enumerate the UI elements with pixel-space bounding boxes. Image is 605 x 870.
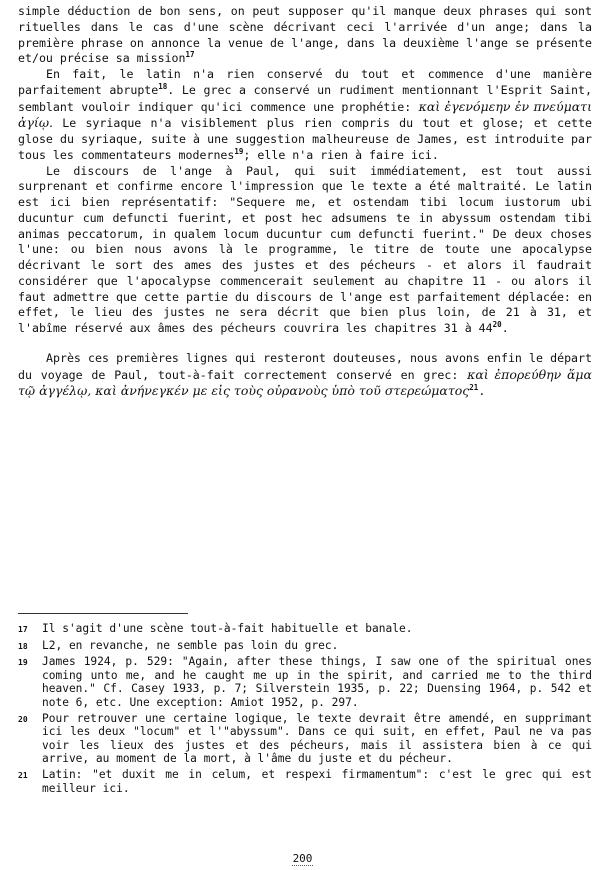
paragraph-text: Le discours de l'ange à Paul, qui suit immédiatement, est tout aussi surprenant et confirme encore l'impression que le texte a été maltraité. Le latin est ici bien représentatif: "Sequere me, et ostendam tibi locum iustorum ubi ducuntur cum defuncti fuerint, et post hec adsumens te in abyssum ostendam tibi animas peccatorum, in qualem locum ducuntur cum defuncti fuerint." De deux choses l'une: ou bien nous avons là le programme, le titre de toute une apocalypse décrivant le sort des ames des justes et des pécheurs - et alors il faudrait considérer que l'apocalypse commencerait seulement au chapitre 11 - ou alors il faut admettre que cette partie du discours de l'ange est parfaitement déplacée: en effet, le lieu des justes ne sera décrit que bien plus loin, de 21 à 31, et l'abîme réservé aux âmes des pécheurs couvrira les chapitres 31 à 44 [18, 163, 592, 335]
footnote-20 [18, 712, 592, 766]
footnote-number: 19 [18, 658, 28, 668]
paragraph-text: ; elle n'a rien à faire ici. [243, 147, 439, 162]
footnote-18 [18, 639, 592, 654]
paragraph-text: . [478, 384, 486, 399]
footnote-ref-18[interactable]: 18 [158, 81, 168, 91]
footnote-ref-19[interactable]: 19 [234, 146, 244, 156]
footnote-ref-21[interactable]: 21 [469, 383, 479, 393]
greek-quote: καὶ ἐπορεύθην ἅμα τῷ ἀγγέλῳ, καὶ ἀνήνεγκέν με εἰς τοὺς οὐρανοὺς ὑπὸ τοῦ στερεώματος [18, 366, 592, 399]
paragraph-1 [18, 4, 592, 67]
footnote-number: 18 [18, 641, 28, 651]
footnote-text: James 1924, p. 529: "Again, after these things, I saw one of the spiritual ones coming unto me, and he caught me up in the spirit, and carried me to the third heaven." Cf. Casey 1933, p. 7; Silverstein 1935, p. 22; Duensing 1964, p. 542 et note 6, etc. Une exception: Amiot 1952, p. 297. [42, 655, 592, 709]
footnote-17 [18, 622, 592, 637]
footnote-text: L2, en revanche, ne semble pas loin du grec. [42, 638, 339, 652]
page-number-text: 200 [292, 852, 313, 865]
paragraph-gap [18, 337, 592, 351]
paragraph-3 [18, 164, 592, 337]
main-text [18, 4, 592, 400]
footnote-separator [18, 613, 188, 614]
footnote-text: Pour retrouver une certaine logique, le texte devrait être amendé, en supprimant ici les deux "locum" et l'"abyssum". Dans ce qui suit, en effet, Paul ne va pas voir les lieux des justes et des pécheurs, mais il assistera bien à ce qui arrive, au moment de la mort, à l'âme du juste et du pécheur. [42, 711, 592, 766]
footnote-19 [18, 655, 592, 709]
paragraph-text: Le syriaque n'a visiblement plus rien compris du tout et glose; et cette glose du syriaque, suite à une suggestion malheureuse de James, est introduite par tous les commentateurs modernes [18, 116, 592, 162]
footnote-ref-20[interactable]: 20 [492, 320, 502, 329]
footnote-text: Latin: "et duxit me in celum, et respexi firmamentum": c'est le grec qui est meilleur ici. [42, 767, 592, 795]
paragraph-text: En fait, le latin n'a rien conservé du tout et commence d'une manière parfaitement abrupte [18, 67, 592, 97]
footnote-number: 20 [18, 714, 28, 724]
footnote-text: Il s'agit d'une scène tout-à-fait habituelle et banale. [42, 622, 413, 635]
paragraph-text: Après ces premières lignes qui resteront douteuses, nous avons enfin le départ du voyage de Paul, tout-à-fait correctement conservé en grec: [18, 350, 592, 382]
paragraph-text: . Le grec a conservé un rudiment mentionnant l'Esprit Saint, semblant vouloir indiquer qu'ici commence une prophétie: [18, 82, 592, 114]
greek-quote: καὶ ἐγενόμεην ἐν πνεύματι ἁγίῳ. [18, 98, 593, 131]
page-number [0, 852, 605, 865]
footnote-ref-17[interactable]: 17 [185, 50, 195, 60]
paragraph-text: simple déduction de bon sens, on peut supposer qu'il manque deux phrases qui sont rituelles dans le cas d'une scène décrivant ceci l'arrivée d'un ange; dans la première phrase on annonce la venue de l'ange, dans la deuxième l'ange se présente et/ou précise sa mission [18, 4, 592, 66]
footnote-21 [18, 768, 592, 795]
paragraph-text: . [501, 321, 509, 335]
paragraph-2 [18, 67, 592, 164]
footnote-number: 21 [18, 770, 28, 780]
footnotes [18, 622, 592, 797]
footnote-number: 17 [18, 625, 28, 634]
paragraph-4 [18, 351, 592, 400]
